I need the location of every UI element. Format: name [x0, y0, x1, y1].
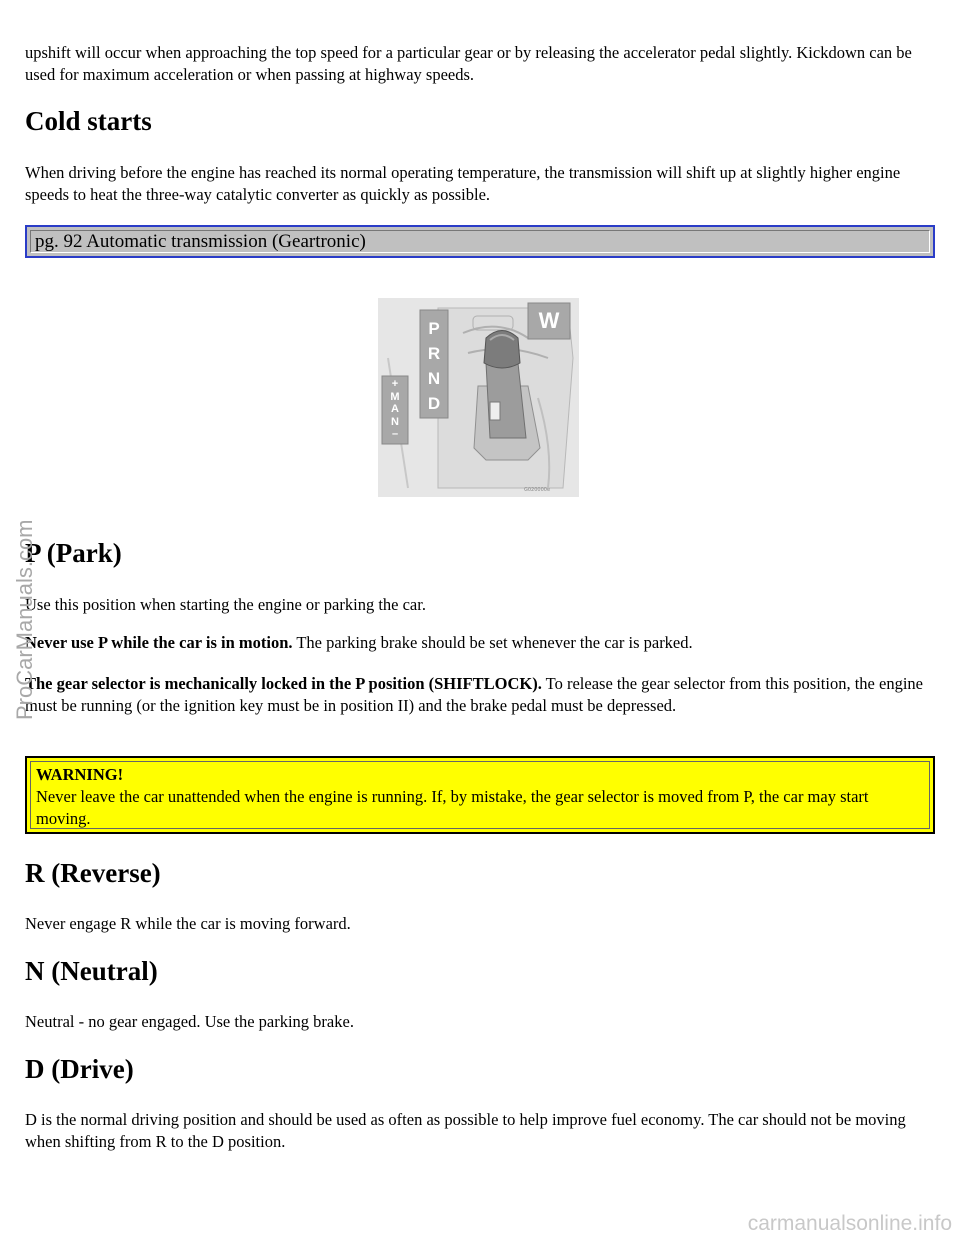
- gate-letter: R: [427, 344, 441, 363]
- manual-letter: A: [391, 403, 399, 415]
- heading-drive: D (Drive): [25, 1054, 134, 1084]
- gate-letter: N: [427, 369, 441, 388]
- prnd-gate-labels: [426, 316, 442, 416]
- park-paragraph-3: [25, 673, 935, 717]
- manual-letter: M: [390, 390, 400, 403]
- heading-neutral: N (Neutral): [25, 956, 158, 986]
- w-button-label: W: [538, 308, 560, 333]
- park-p3-bold: The gear selector is mechanically locked in the P position (SHIFTLOCK).: [25, 674, 542, 693]
- park-p2-text: The parking brake should be set whenever the car is parked.: [292, 633, 693, 652]
- manual-gate-labels: [387, 378, 403, 441]
- watermark-left: ProCarManuals.com: [12, 519, 37, 720]
- watermark-bottom: carmanualsonline.info: [747, 1212, 952, 1235]
- heading-cold-starts: Cold starts: [25, 106, 152, 136]
- svg-text:G020000e: G020000e: [524, 487, 551, 493]
- warning-title: WARNING!: [36, 765, 124, 784]
- section-bar-label: pg. 92 Automatic transmission (Geartronic): [30, 230, 930, 253]
- intro-paragraph: upshift will occur when approaching the top speed for a particular gear or by releasing the accelerator pedal slightly. Kickdown can be used for maximum acceleration or when passing at highway speeds.: [25, 43, 912, 84]
- cold-starts-paragraph: When driving before the engine has reached its normal operating temperature, the transmission will shift up at slightly higher engine speeds to heat the three-way catalytic converter as quickly as possible.: [25, 163, 901, 204]
- manual-letter: N: [391, 415, 399, 428]
- manual-letter: –: [391, 428, 399, 440]
- section-bar: [25, 225, 935, 258]
- park-paragraph-1: Use this position when starting the engine or parking the car.: [25, 595, 426, 614]
- heading-park: P (Park): [25, 538, 122, 568]
- warning-content: [30, 761, 930, 829]
- park-paragraph-2: [25, 632, 935, 654]
- warning-text: Never leave the car unattended when the engine is running. If, by mistake, the gear selector is moved from P, the car may start moving.: [36, 787, 869, 828]
- park-p2-bold: Never use P while the car is in motion.: [25, 633, 293, 652]
- reverse-paragraph: Never engage R while the car is moving forward.: [25, 914, 351, 933]
- neutral-paragraph: Neutral - no gear engaged. Use the parking brake.: [25, 1012, 354, 1031]
- manual-letter: +: [391, 378, 399, 390]
- park-p3-text: To release the gear selector from this position, the engine must be running (or the ignition key must be in position II) and the brake pedal must be depressed.: [25, 674, 923, 715]
- heading-reverse: R (Reverse): [25, 858, 161, 888]
- gate-letter: D: [427, 394, 441, 413]
- gate-letter: P: [428, 319, 440, 338]
- drive-paragraph: D is the normal driving position and should be used as often as possible to help improve fuel economy. The car should not be moving when shifting from R to the D position.: [25, 1110, 906, 1151]
- warning-box: [25, 756, 935, 834]
- gear-selector-figure: [378, 298, 579, 497]
